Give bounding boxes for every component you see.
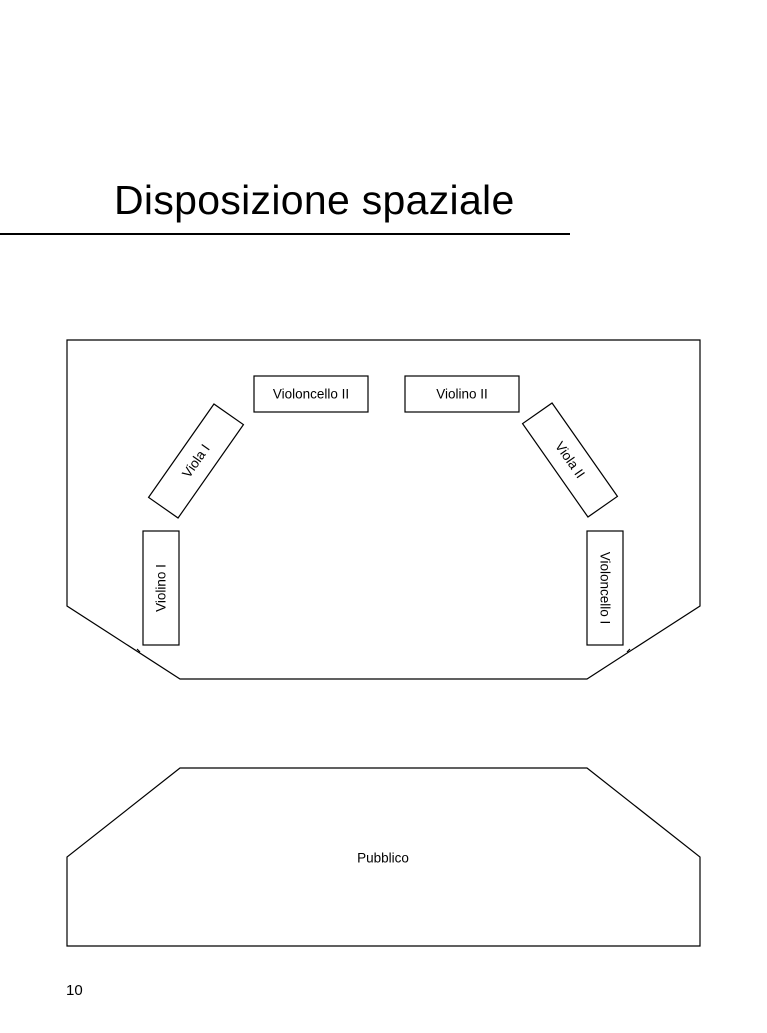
seat-violino-1-label: Violino I (153, 564, 169, 612)
stage-outline (67, 340, 700, 679)
seat-violino-2-label: Violino II (436, 386, 488, 402)
audience-label: Pubblico (357, 850, 409, 866)
seat-violino-2 (405, 376, 519, 412)
seat-violoncello-2 (254, 376, 368, 412)
seat-violino-1 (143, 531, 179, 645)
seat-violoncello-1-label: Violoncello I (597, 551, 613, 625)
seat-viola-1 (149, 404, 244, 518)
seat-viola-2 (523, 403, 618, 517)
page-number: 10 (66, 982, 83, 999)
seat-violoncello-2-label: Violoncello II (272, 386, 350, 402)
page-title: Disposizione spaziale (114, 177, 515, 223)
seat-viola-2-label: Viola II (552, 438, 588, 482)
seat-viola-1-label: Viola I (179, 441, 213, 481)
seat-violoncello-1 (587, 531, 623, 645)
